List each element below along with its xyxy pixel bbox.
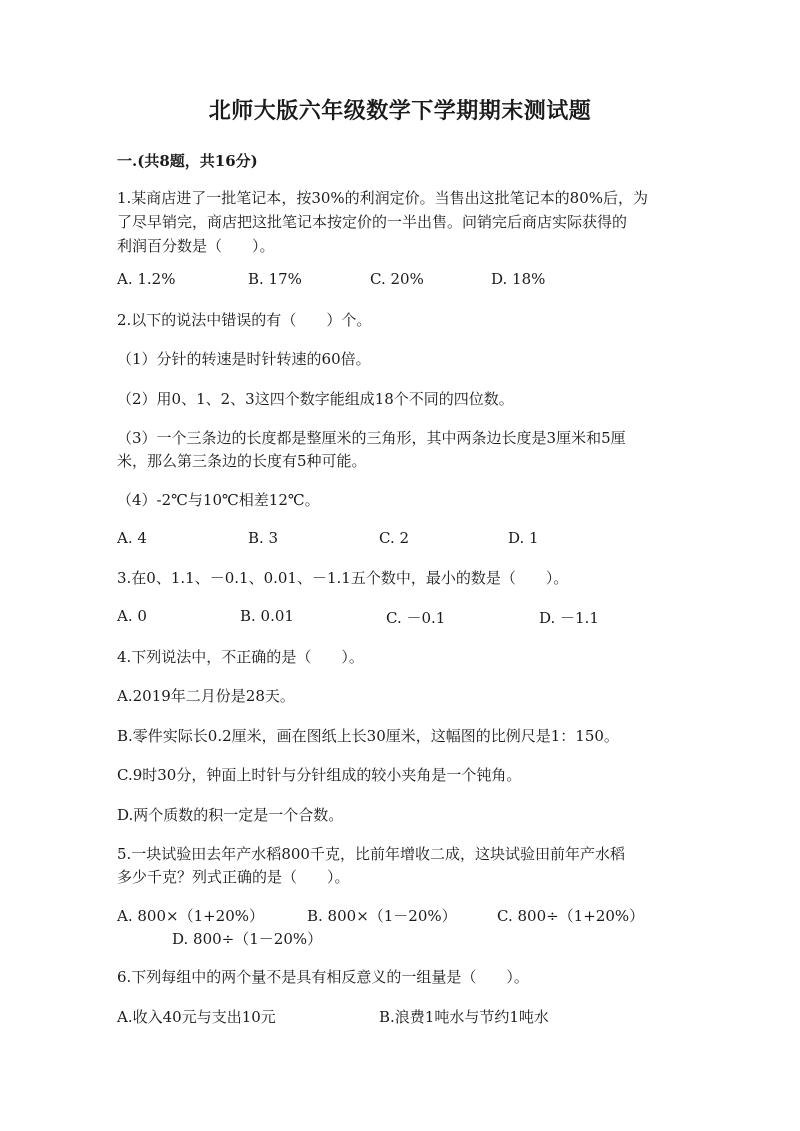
q1-option-c: C. 20% — [370, 270, 424, 288]
q2-statement-2: （2）用0、1、2、3这四个数字能组成18个不同的四位数。 — [117, 390, 514, 408]
q5-options-row-1 — [0, 905, 800, 927]
q4-option-a: A.2019年二月份是28天。 — [117, 687, 295, 705]
q4-option-b: B.零件实际长0.2厘米，画在图纸上长30厘米，这幅图的比例尺是1：150。 — [117, 727, 619, 745]
q2-option-a: A. 4 — [117, 529, 147, 547]
q4-option-c: C.9时30分，钟面上时针与分针组成的较小夹角是一个钝角。 — [117, 766, 522, 784]
q2-options — [0, 529, 800, 551]
q5-line-2: 多少千克？列式正确的是（ ）。 — [117, 868, 350, 886]
q3-options — [0, 607, 800, 629]
q1-line-2: 了尽早销完，商店把这批笔记本按定价的一半出售。问销完后商店实际获得的 — [117, 213, 628, 231]
q6-option-b: B.浪费1吨水与节约1吨水 — [379, 1008, 549, 1026]
q5-options-row-2 — [0, 928, 800, 950]
q1-line-1: 1.某商店进了一批笔记本，按30%的利润定价。当售出这批笔记本的80%后，为 — [117, 189, 648, 207]
q6-option-a: A.收入40元与支出10元 — [117, 1008, 276, 1026]
q1-option-d: D. 18% — [491, 270, 546, 288]
q2-stem: 2.以下的说法中错误的有（ ）个。 — [117, 311, 372, 329]
q2-statement-4: （4）-2℃与10℃相差12℃。 — [117, 491, 320, 509]
q3-option-d: D. －1.1 — [539, 609, 599, 627]
q4-option-d: D.两个质数的积一定是一个合数。 — [117, 806, 344, 824]
q3-option-a: A. 0 — [117, 607, 147, 625]
q2-statement-1: （1）分针的转速是时针转速的60倍。 — [117, 350, 371, 368]
q3-option-b: B. 0.01 — [240, 607, 294, 625]
q5-option-d: D. 800÷（1－20%） — [172, 930, 323, 948]
q6-stem: 6.下列每组中的两个量不是具有相反意义的一组量是（ ）。 — [117, 968, 529, 986]
q2-option-d: D. 1 — [508, 529, 539, 547]
q5-option-a: A. 800×（1+20%） — [117, 907, 265, 925]
page-title: 北师大版六年级数学下学期期末测试题 — [208, 98, 592, 124]
q4-stem: 4.下列说法中，不正确的是（ ）。 — [117, 648, 364, 666]
q3-stem: 3.在0、1.1、－0.1、0.01、－1.1五个数中，最小的数是（ ）。 — [117, 569, 569, 587]
q2-statement-3-line-2: 米，那么第三条边的长度有5种可能。 — [117, 452, 367, 470]
q3-option-c: C. －0.1 — [386, 609, 446, 627]
q2-statement-3-line-1: （3）一个三条边的长度都是整厘米的三角形，其中两条边长度是3厘米和5厘 — [117, 429, 626, 447]
q5-option-b: B. 800×（1－20%） — [307, 907, 457, 925]
q6-options — [0, 1006, 800, 1028]
q1-option-a: A. 1.2% — [117, 270, 176, 288]
q1-option-b: B. 17% — [248, 270, 302, 288]
section-header: 一.(共8题，共16分) — [117, 152, 258, 170]
q2-option-b: B. 3 — [248, 529, 279, 547]
q5-line-1: 5.一块试验田去年产水稻800千克，比前年增收二成，这块试验田前年产水稻 — [117, 845, 625, 863]
q1-options — [0, 270, 800, 292]
q2-option-c: C. 2 — [379, 529, 410, 547]
q1-line-3: 利润百分数是（ ）。 — [117, 237, 275, 255]
q5-option-c: C. 800÷（1+20%） — [497, 907, 645, 925]
